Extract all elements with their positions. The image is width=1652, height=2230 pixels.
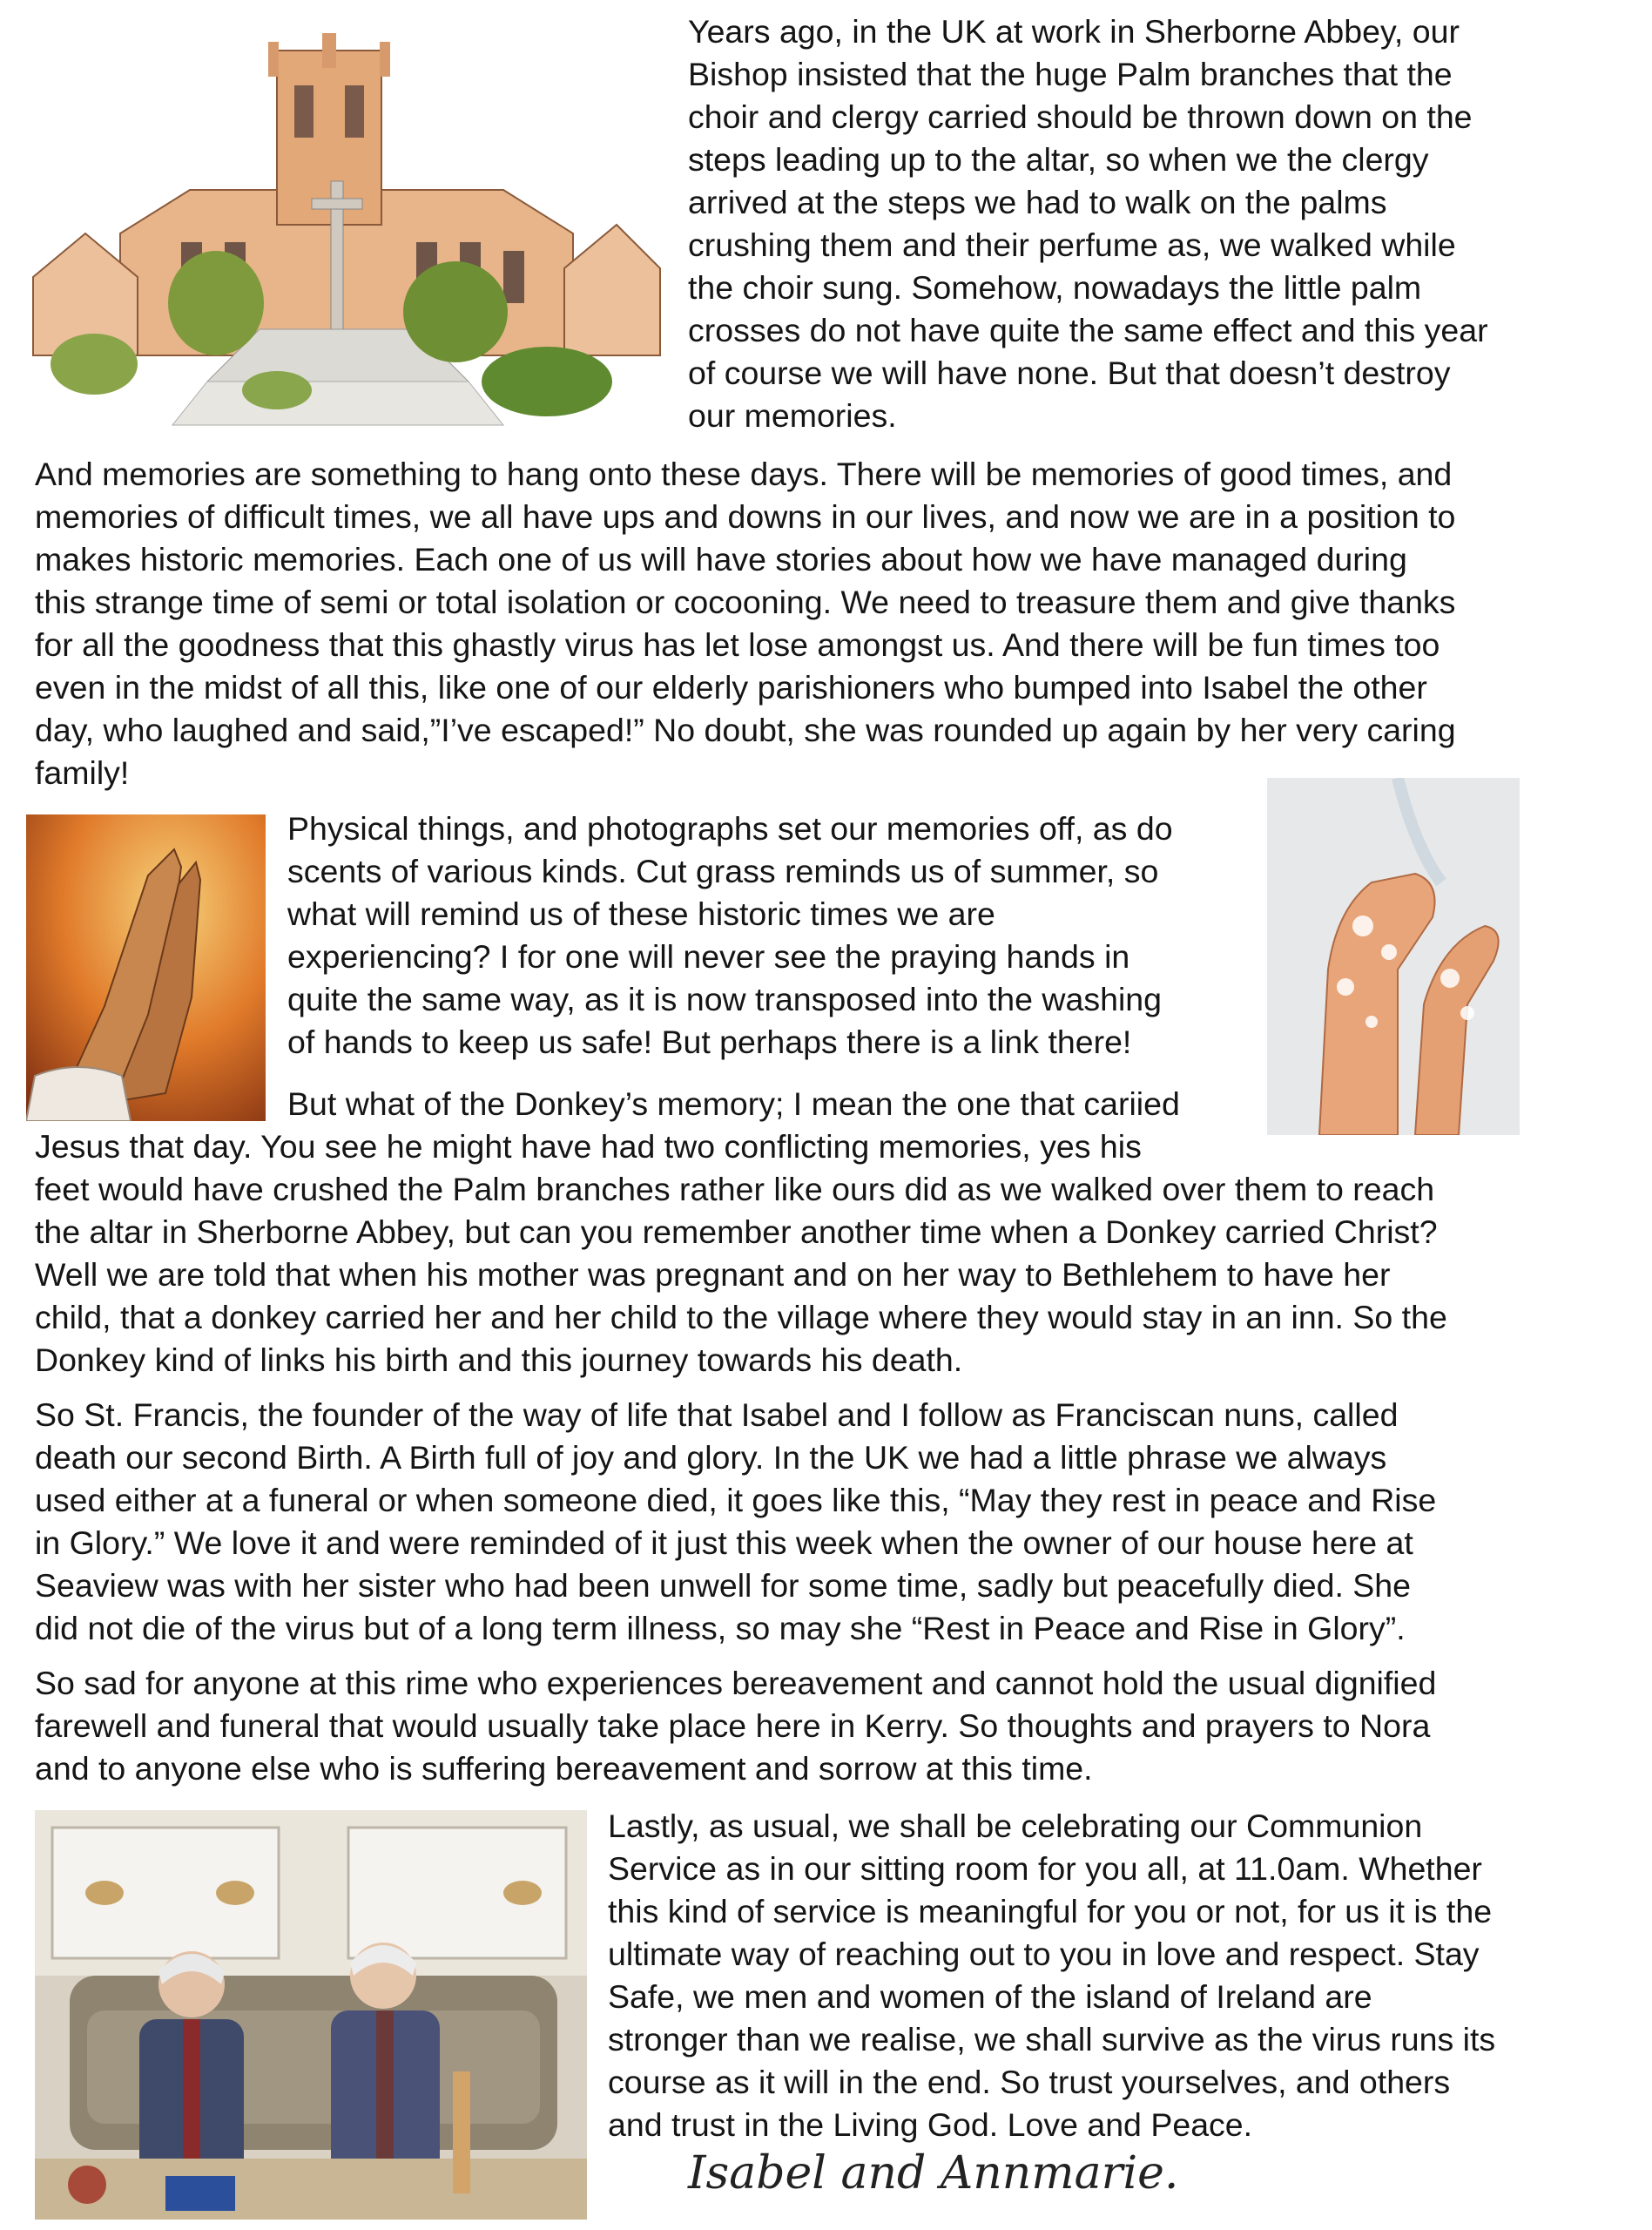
text-line: Bishop insisted that the huge Palm branches that the	[688, 56, 1453, 92]
text-line: death our second Birth. A Birth full of joy and glory. In the UK we had a little phrase we always	[35, 1439, 1387, 1476]
text-line: in Glory.” We love it and were reminded of it just this week when the owner of our house here at	[35, 1524, 1413, 1561]
text-line: steps leading up to the altar, so when we the clergy	[688, 141, 1429, 178]
text-line: of course we will have none. But that doesn’t destroy	[688, 355, 1451, 391]
text-line: our memories.	[688, 397, 897, 434]
paragraph-intro	[688, 10, 1488, 437]
text-line: course as it will in the end. So trust yourselves, and others	[608, 2064, 1451, 2100]
signature: Isabel and Annmarie.	[688, 2147, 1179, 2200]
text-line: crosses do not have quite the same effect and this year	[688, 312, 1488, 348]
text-line: And memories are something to hang onto these days. There will be memories of good times, and	[35, 456, 1453, 492]
text-line: Donkey kind of links his birth and this journey towards his death.	[35, 1341, 963, 1378]
text-line: the altar in Sherborne Abbey, but can you remember another time when a Donkey carried Christ?	[35, 1213, 1438, 1250]
text-line: of hands to keep us safe! But perhaps there is a link there!	[287, 1024, 1132, 1060]
text-line: what will remind us of these historic times we are	[287, 895, 995, 932]
text-line: farewell and funeral that would usually take place here in Kerry. So thoughts and prayers to Nora	[35, 1707, 1431, 1744]
text-line: even in the midst of all this, like one of our elderly parishioners who bumped into Isabel the other	[35, 669, 1427, 706]
paragraph-bereavement	[35, 1662, 1436, 1790]
text-line: Service as in our sitting room for you all, at 11.0am. Whether	[608, 1850, 1482, 1887]
paragraph-donkey-start	[287, 1083, 1180, 1125]
text-line: Well we are told that when his mother was pregnant and on her way to Bethlehem to have her	[35, 1256, 1391, 1293]
text-line: day, who laughed and said,”I’ve escaped!” No doubt, she was rounded up again by her very caring	[35, 712, 1456, 748]
text-line: Safe, we men and women of the island of Ireland are	[608, 1978, 1372, 2015]
text-line: used either at a funeral or when someone died, it goes like this, “May they rest in peace and Rise	[35, 1482, 1437, 1518]
text-line: scents of various kinds. Cut grass reminds us of summer, so	[287, 853, 1159, 889]
text-line: ultimate way of reaching out to you in love and respect. Stay	[608, 1936, 1480, 1972]
text-line: did not die of the virus but of a long term illness, so may she “Rest in Peace and Rise in Glory”.	[35, 1610, 1406, 1646]
sitting-room-photo	[35, 1810, 587, 2220]
abbey-drawing	[16, 16, 667, 434]
praying-hands-drawing	[26, 814, 266, 1121]
text-line: So sad for anyone at this rime who experiences bereavement and cannot hold the usual dignified	[35, 1665, 1437, 1701]
abbey-illustration	[16, 16, 667, 434]
text-line: feet would have crushed the Palm branches rather like ours did as we walked over them to reach	[35, 1171, 1435, 1207]
text-line: Seaview was with her sister who had been unwell for some time, sadly but peacefully died. She	[35, 1567, 1411, 1604]
text-line: experiencing? I for one will never see the praying hands in	[287, 938, 1130, 975]
paragraph-lastly	[608, 1805, 1495, 2146]
sitting-room-drawing	[35, 1810, 587, 2220]
text-line: Years ago, in the UK at work in Sherborne Abbey, our	[688, 13, 1460, 50]
paragraph-physical-things	[287, 808, 1173, 1064]
praying-hands-image	[26, 814, 266, 1121]
text-line: memories of difficult times, we all have ups and downs in our lives, and now we are in a position to	[35, 498, 1456, 535]
hand-washing-drawing	[1267, 778, 1520, 1135]
text-line: and trust in the Living God. Love and Peace.	[608, 2106, 1253, 2143]
text-line: makes historic memories. Each one of us will have stories about how we have managed during	[35, 541, 1407, 578]
text-line: choir and clergy carried should be thrown down on the	[688, 98, 1473, 135]
text-line: this strange time of semi or total isolation or cocooning. We need to treasure them and give thanks	[35, 584, 1456, 620]
hand-washing-image	[1267, 778, 1520, 1135]
text-line: family!	[35, 754, 130, 791]
paragraph-memories	[35, 453, 1456, 794]
text-line: quite the same way, as it is now transposed into the washing	[287, 981, 1163, 1017]
text-line: Physical things, and photographs set our memories off, as do	[287, 810, 1173, 847]
text-line: But what of the Donkey’s memory; I mean the one that cariied	[287, 1085, 1180, 1122]
text-line: Lastly, as usual, we shall be celebrating our Communion	[608, 1808, 1423, 1844]
paragraph-donkey	[35, 1125, 1447, 1382]
text-line: this kind of service is meaningful for you or not, for us it is the	[608, 1893, 1493, 1929]
text-line: for all the goodness that this ghastly virus has let lose amongst us. And there will be fun times too	[35, 626, 1440, 663]
text-line: Jesus that day. You see he might have had two conflicting memories, yes his	[35, 1128, 1142, 1165]
paragraph-st-francis	[35, 1394, 1436, 1650]
text-line: So St. Francis, the founder of the way of life that Isabel and I follow as Franciscan nuns, called	[35, 1396, 1399, 1433]
text-line: arrived at the steps we had to walk on the palms	[688, 184, 1387, 220]
text-line: the choir sung. Somehow, nowadays the little palm	[688, 269, 1422, 306]
text-line: crushing them and their perfume as, we walked while	[688, 226, 1456, 263]
text-line: child, that a donkey carried her and her child to the village where they would stay in an inn. So the	[35, 1299, 1447, 1335]
text-line: and to anyone else who is suffering bereavement and sorrow at this time.	[35, 1750, 1093, 1787]
text-line: stronger than we realise, we shall survive as the virus runs its	[608, 2021, 1496, 2058]
